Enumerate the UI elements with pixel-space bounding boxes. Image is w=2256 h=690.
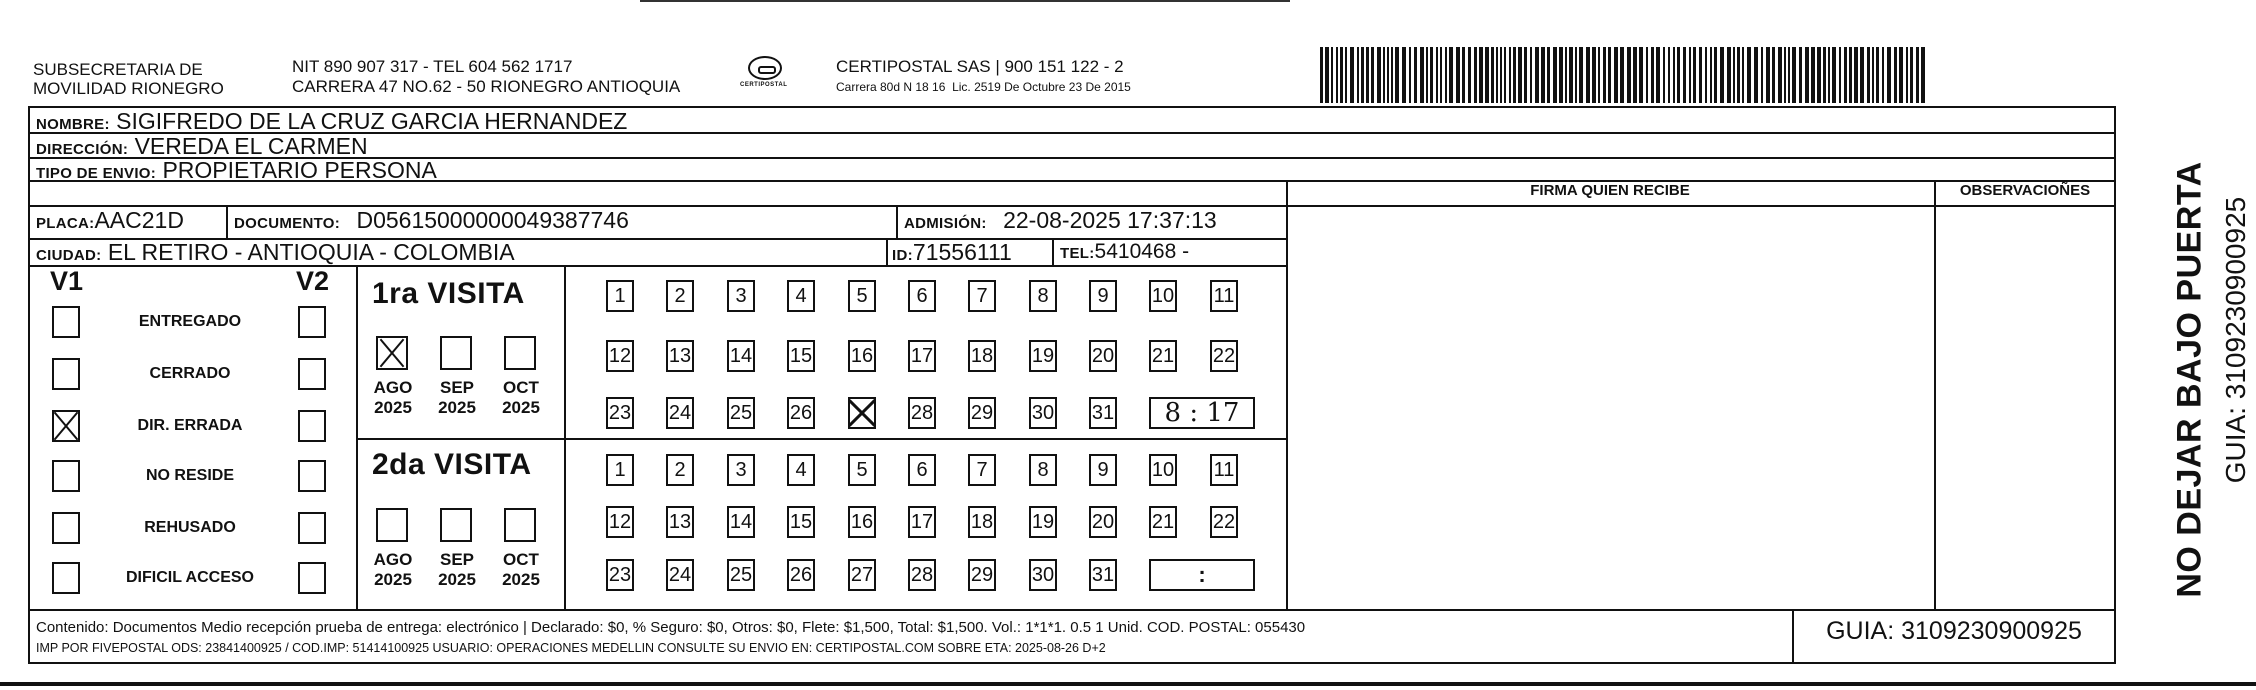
barcode-bar xyxy=(1772,47,1775,103)
day-checkbox[interactable]: 17 xyxy=(908,506,936,538)
day-checkbox[interactable]: 8 xyxy=(1029,280,1057,312)
barcode-bar xyxy=(1430,47,1433,103)
status-label: REHUSADO xyxy=(144,519,236,536)
barcode-bar xyxy=(1733,47,1735,103)
barcode-bar xyxy=(1747,47,1751,103)
nit-line-1: NIT 890 907 317 - TEL 604 562 1717 xyxy=(292,57,573,76)
ciudad-value: EL RETIRO - ANTIOQUIA - COLOMBIA xyxy=(107,239,515,265)
barcode-bar xyxy=(1569,47,1573,103)
barcode-bar xyxy=(1559,47,1563,103)
month-label: SEP xyxy=(439,378,475,397)
month-label: SEP xyxy=(439,550,475,569)
barcode-bar xyxy=(1727,47,1731,103)
barcode-bar xyxy=(1828,47,1830,103)
barcode-bar xyxy=(1530,47,1532,103)
month-checkbox[interactable] xyxy=(440,508,472,542)
barcode-bar xyxy=(1639,47,1643,103)
day-checkbox[interactable]: 22 xyxy=(1210,506,1238,538)
id-value: 71556111 xyxy=(912,239,1012,265)
barcode-bar xyxy=(1524,47,1527,103)
documento-value: D05615000000049387746 xyxy=(356,207,629,233)
documento-row xyxy=(234,207,629,237)
barcode-bar xyxy=(1371,47,1374,103)
barcode-bar xyxy=(1586,47,1590,103)
first-visit-time[interactable]: 8 : 17 xyxy=(1149,397,1255,429)
barcode-bar xyxy=(1646,47,1648,103)
barcode-bar xyxy=(1518,47,1522,103)
barcode-bar xyxy=(1336,47,1338,103)
day-checkbox[interactable]: 29 xyxy=(968,559,996,591)
v1-checkbox[interactable] xyxy=(52,410,80,442)
barcode-bar xyxy=(1699,47,1702,103)
day-checkbox[interactable]: 19 xyxy=(1029,506,1057,538)
tipo-value: PROPIETARIO PERSONA xyxy=(162,157,437,183)
year-label: 2025 xyxy=(374,570,412,589)
day-checkbox[interactable]: 20 xyxy=(1089,506,1117,538)
day-checkbox[interactable]: 16 xyxy=(848,340,876,372)
barcode-bar xyxy=(1906,47,1908,103)
month-checkbox[interactable] xyxy=(376,508,408,542)
barcode-bar xyxy=(1823,47,1826,103)
barcode-bar xyxy=(1910,47,1913,103)
v1-checkbox[interactable] xyxy=(52,306,80,338)
v2-checkbox[interactable] xyxy=(298,562,326,594)
barcode-bar xyxy=(1383,47,1385,103)
day-checkbox[interactable]: 15 xyxy=(787,506,815,538)
admision-label: ADMISIÓN: xyxy=(904,215,987,232)
day-checkbox[interactable]: 31 xyxy=(1089,397,1117,429)
barcode-bar xyxy=(1420,47,1424,103)
day-checkbox[interactable]: 12 xyxy=(606,506,634,538)
year-label: 2025 xyxy=(438,398,476,417)
v2-checkbox[interactable] xyxy=(298,358,326,390)
barcode-bar xyxy=(1479,47,1483,103)
barcode-bar xyxy=(1754,47,1758,103)
barcode-bar xyxy=(1839,47,1841,103)
status-label: DIR. ERRADA xyxy=(137,417,243,434)
day-checkbox[interactable]: 30 xyxy=(1029,397,1057,429)
v1-checkbox[interactable] xyxy=(52,512,80,544)
barcode-bar xyxy=(1656,47,1660,103)
certipostal-logo-icon xyxy=(748,56,782,80)
barcode-bar xyxy=(1474,47,1477,103)
barcode-bar xyxy=(1361,47,1364,103)
barcode-bar xyxy=(1620,47,1624,103)
admision-row xyxy=(904,207,1217,237)
placa-label: PLACA: xyxy=(36,215,95,232)
day-checkbox[interactable]: 23 xyxy=(606,559,634,591)
barcode-bar xyxy=(1689,47,1691,103)
day-checkbox[interactable]: 21 xyxy=(1149,340,1177,372)
month-year-label xyxy=(496,550,546,590)
barcode-bar xyxy=(1916,47,1919,103)
barcode-bar xyxy=(1608,47,1611,103)
month-year-label xyxy=(432,550,482,590)
barcode-bar xyxy=(1832,47,1836,103)
company-line-1: CERTIPOSTAL SAS | 900 151 122 - 2 xyxy=(836,57,1124,76)
day-checkbox[interactable]: 13 xyxy=(666,506,694,538)
barcode-bar xyxy=(1414,47,1417,103)
v1-checkbox[interactable] xyxy=(52,562,80,594)
month-checkbox[interactable] xyxy=(376,336,408,370)
tel-value: 5410468 - xyxy=(1094,240,1190,263)
barcode-bar xyxy=(1395,47,1399,103)
tipo-label: TIPO DE ENVIO: xyxy=(36,165,157,182)
month-label: AGO xyxy=(373,378,413,397)
id-row xyxy=(892,239,1012,269)
v1-checkbox[interactable] xyxy=(52,460,80,492)
second-visit-title: 2da VISITA xyxy=(372,448,532,481)
day-checkbox[interactable]: 23 xyxy=(606,397,634,429)
day-checkbox[interactable]: 24 xyxy=(666,559,694,591)
barcode-bar xyxy=(1350,47,1354,103)
barcode-bar xyxy=(1876,47,1879,103)
barcode-bar xyxy=(1541,47,1545,103)
month-label: OCT xyxy=(503,378,539,397)
month-checkbox[interactable] xyxy=(504,336,536,370)
barcode-bar xyxy=(1766,47,1770,103)
barcode-bar xyxy=(1867,47,1870,103)
barcode-bar xyxy=(1668,47,1670,103)
barcode-bar xyxy=(1391,47,1393,103)
day-checkbox[interactable]: 14 xyxy=(727,506,755,538)
day-checkbox[interactable]: 8 xyxy=(1029,454,1057,486)
day-checkbox[interactable]: 27 xyxy=(848,559,876,591)
month-year-label xyxy=(496,378,546,418)
barcode-bar xyxy=(1849,47,1852,103)
day-checkbox[interactable]: 26 xyxy=(787,559,815,591)
day-checkbox[interactable]: 28 xyxy=(908,559,936,591)
nombre-value: SIGIFREDO DE LA CRUZ GARCIA HERNANDEZ xyxy=(116,108,628,134)
day-checkbox[interactable]: 6 xyxy=(908,454,936,486)
company-line-2: Carrera 80d N 18 16 Lic. 2519 De Octubre 23 De 2015 xyxy=(836,80,1131,94)
direccion-label: DIRECCIÓN: xyxy=(36,141,129,158)
barcode-bar xyxy=(1592,47,1596,103)
barcode-bar xyxy=(1603,47,1606,103)
v2-label: V2 xyxy=(296,266,330,296)
v2-checkbox[interactable] xyxy=(298,306,326,338)
tel-row xyxy=(1060,239,1189,267)
day-checkbox[interactable]: 16 xyxy=(848,506,876,538)
firma-label: FIRMA QUIEN RECIBE xyxy=(1530,182,1690,199)
barcode-bar xyxy=(1784,47,1786,103)
day-checkbox[interactable]: 11 xyxy=(1210,454,1238,486)
day-checkbox[interactable]: 26 xyxy=(787,397,815,429)
barcode-bar xyxy=(1320,47,1323,103)
day-checkbox[interactable]: 2 xyxy=(666,280,694,312)
month-year-label xyxy=(368,378,418,418)
barcode-bar xyxy=(1565,47,1567,103)
barcode-bar xyxy=(1677,47,1680,103)
admision-value: 22-08-2025 17:37:13 xyxy=(1003,207,1217,233)
day-checkbox[interactable]: 15 xyxy=(787,340,815,372)
id-label: ID: xyxy=(892,247,913,264)
day-checkbox[interactable]: 3 xyxy=(727,454,755,486)
barcode-bar xyxy=(1683,47,1686,103)
barcode-bar xyxy=(1500,47,1502,103)
scan-edge xyxy=(0,682,2256,686)
year-label: 2025 xyxy=(438,570,476,589)
day-checkbox[interactable]: 5 xyxy=(848,280,876,312)
day-checkbox[interactable]: 17 xyxy=(908,340,936,372)
month-year-label xyxy=(368,550,418,590)
barcode-bar xyxy=(1331,47,1333,103)
day-checkbox[interactable]: 21 xyxy=(1149,506,1177,538)
month-label: OCT xyxy=(503,550,539,569)
barcode-bar xyxy=(1387,47,1389,103)
year-label: 2025 xyxy=(502,398,540,417)
barcode-bar xyxy=(1366,47,1369,103)
barcode-bar xyxy=(1513,47,1516,103)
barcode-bar xyxy=(1792,47,1796,103)
barcode-bar xyxy=(1882,47,1884,103)
month-label: AGO xyxy=(373,550,413,569)
ciudad-label: CIUDAD: xyxy=(36,247,102,264)
tel-label: TEL: xyxy=(1060,245,1095,262)
month-checkbox[interactable] xyxy=(440,336,472,370)
barcode-bar xyxy=(1340,47,1343,103)
status-label: NO RESIDE xyxy=(145,467,234,484)
day-checkbox[interactable]: 20 xyxy=(1089,340,1117,372)
barcode-bar xyxy=(1456,47,1460,103)
day-checkbox[interactable]: 9 xyxy=(1089,454,1117,486)
barcode-bar xyxy=(1921,47,1925,103)
day-checkbox[interactable]: 11 xyxy=(1210,280,1238,312)
day-checkbox[interactable]: 18 xyxy=(968,340,996,372)
barcode-bar xyxy=(1714,47,1717,103)
day-checkbox[interactable]: 4 xyxy=(787,280,815,312)
barcode-bar xyxy=(1817,47,1821,103)
day-checkbox[interactable]: 10 xyxy=(1149,454,1177,486)
barcode-bar xyxy=(1402,47,1406,103)
v1-checkbox[interactable] xyxy=(52,358,80,390)
day-checkbox[interactable]: 25 xyxy=(727,397,755,429)
tipo-row xyxy=(36,157,437,187)
barcode-bar xyxy=(1614,47,1618,103)
day-checkbox[interactable]: 7 xyxy=(968,454,996,486)
barcode-bar xyxy=(1496,47,1498,103)
barcode-bar xyxy=(1894,47,1897,103)
day-checkbox[interactable] xyxy=(848,397,876,429)
barcode-bar xyxy=(1673,47,1675,103)
status-label: CERRADO xyxy=(149,365,231,382)
barcode-bar xyxy=(1633,47,1637,103)
year-label: 2025 xyxy=(374,398,412,417)
barcode-bar xyxy=(1761,47,1763,103)
day-checkbox[interactable]: 29 xyxy=(968,397,996,429)
day-checkbox[interactable]: 31 xyxy=(1089,559,1117,591)
imp-text: IMP POR FIVEPOSTAL ODS: 23841400925 / COD.IMP: 51414100925 USUARIO: OPERACIONES MEDELLIN CONSULTE SU ENVIO EN: CERTIPOSTAL.COM SOBRE ETA: 2025-08-26 D+2 xyxy=(36,641,1106,655)
day-checkbox[interactable]: 4 xyxy=(787,454,815,486)
guia-box: GUIA: 3109230900925 xyxy=(1826,617,2082,645)
scan-top-edge xyxy=(640,0,1290,2)
barcode-bar xyxy=(1860,47,1864,103)
day-checkbox[interactable]: 25 xyxy=(727,559,755,591)
nit-line-2: CARRERA 47 NO.62 - 50 RIONEGRO ANTIOQUIA xyxy=(292,77,681,96)
day-checkbox[interactable]: 13 xyxy=(666,340,694,372)
barcode-bar xyxy=(1468,47,1471,103)
barcode-bar xyxy=(1705,47,1707,103)
barcode-bar xyxy=(1788,47,1790,103)
barcode-bar xyxy=(1693,47,1696,103)
day-checkbox[interactable]: 18 xyxy=(968,506,996,538)
barcode-bar xyxy=(1811,47,1815,103)
barcode-bar xyxy=(1710,47,1712,103)
direccion-value: VEREDA EL CARMEN xyxy=(134,133,368,159)
barcode-bar xyxy=(1805,47,1809,103)
barcode-bar xyxy=(1436,47,1438,103)
day-checkbox[interactable]: 14 xyxy=(727,340,755,372)
no-dejar-warning: NO DEJAR BAJO PUERTA xyxy=(2170,161,2209,598)
barcode-bar xyxy=(1440,47,1442,103)
placa-row xyxy=(36,207,184,237)
barcode-bar xyxy=(1598,47,1600,103)
barcode-bar xyxy=(1462,47,1465,103)
day-checkbox[interactable]: 2 xyxy=(666,454,694,486)
barcode-bar xyxy=(1325,47,1329,103)
barcode-bar xyxy=(1737,47,1740,103)
first-visit-title: 1ra VISITA xyxy=(372,277,525,310)
v1-label: V1 xyxy=(50,266,84,296)
barcode-bar xyxy=(1854,47,1858,103)
barcode-bar xyxy=(1899,47,1903,103)
day-checkbox[interactable]: 22 xyxy=(1210,340,1238,372)
placa-value: AAC21D xyxy=(94,207,184,233)
barcode-bar xyxy=(1553,47,1557,103)
barcode-bar xyxy=(1409,47,1411,103)
barcode-bar xyxy=(1742,47,1744,103)
day-checkbox[interactable]: 28 xyxy=(908,397,936,429)
barcode-bar xyxy=(1377,47,1381,103)
barcode xyxy=(1318,47,1930,103)
barcode-bar xyxy=(1504,47,1506,103)
barcode-bar xyxy=(1485,47,1489,103)
barcode-bar xyxy=(1799,47,1802,103)
barcode-bar xyxy=(1449,47,1453,103)
barcode-bar xyxy=(1345,47,1347,103)
day-checkbox[interactable]: 10 xyxy=(1149,280,1177,312)
barcode-bar xyxy=(1509,47,1511,103)
sender-line-2: MOVILIDAD RIONEGRO xyxy=(33,79,224,98)
day-checkbox[interactable]: 7 xyxy=(968,280,996,312)
contenido-text: Contenido: Documentos Medio recepción prueba de entrega: electrónico | Declarado: $0, % Seguro: $0, Otros: $0, Flete: $1,500, Total: $1,500. Vol.: 1*1*1. 0.5 1 Unid. COD. POSTAL: 055430 xyxy=(36,619,1306,636)
barcode-graphic xyxy=(1318,47,1930,103)
side-guia-text: GUIA: 3109230900925 xyxy=(2220,196,2251,484)
v2-checkbox[interactable] xyxy=(298,460,326,492)
day-checkbox[interactable]: 9 xyxy=(1089,280,1117,312)
barcode-bar xyxy=(1575,47,1577,103)
status-label: ENTREGADO xyxy=(138,313,242,330)
barcode-bar xyxy=(1887,47,1891,103)
day-checkbox[interactable]: 19 xyxy=(1029,340,1057,372)
barcode-bar xyxy=(1720,47,1724,103)
barcode-bar xyxy=(1535,47,1539,103)
barcode-bar xyxy=(1547,47,1550,103)
observaciones-label: OBSERVACIOÑES xyxy=(1959,182,2091,199)
barcode-bar xyxy=(1357,47,1359,103)
documento-label: DOCUMENTO: xyxy=(234,215,341,232)
barcode-bar xyxy=(1778,47,1782,103)
month-year-label xyxy=(432,378,482,418)
day-checkbox[interactable]: 1 xyxy=(606,280,634,312)
v2-checkbox[interactable] xyxy=(298,410,326,442)
day-checkbox[interactable]: 6 xyxy=(908,280,936,312)
barcode-bar xyxy=(1491,47,1494,103)
barcode-bar xyxy=(1426,47,1428,103)
sender-line-1: SUBSECRETARIA DE xyxy=(33,60,203,79)
day-checkbox[interactable]: 1 xyxy=(606,454,634,486)
day-checkbox[interactable]: 5 xyxy=(848,454,876,486)
barcode-bar xyxy=(1663,47,1665,103)
status-label: DIFICIL ACCESO xyxy=(125,569,254,586)
barcode-bar xyxy=(1651,47,1654,103)
barcode-bar xyxy=(1872,47,1874,103)
day-checkbox[interactable]: 24 xyxy=(666,397,694,429)
day-checkbox[interactable]: 30 xyxy=(1029,559,1057,591)
barcode-bar xyxy=(1445,47,1447,103)
month-checkbox[interactable] xyxy=(504,508,536,542)
day-checkbox[interactable]: 12 xyxy=(606,340,634,372)
nombre-label: NOMBRE: xyxy=(36,116,110,133)
barcode-bar xyxy=(1844,47,1847,103)
barcode-bar xyxy=(1579,47,1583,103)
logo-text: CERTIPOSTAL xyxy=(740,82,788,88)
barcode-bar xyxy=(1627,47,1631,103)
year-label: 2025 xyxy=(502,570,540,589)
second-visit-time[interactable]: : xyxy=(1149,559,1255,591)
v2-checkbox[interactable] xyxy=(298,512,326,544)
ciudad-row xyxy=(36,239,515,269)
day-checkbox[interactable]: 3 xyxy=(727,280,755,312)
